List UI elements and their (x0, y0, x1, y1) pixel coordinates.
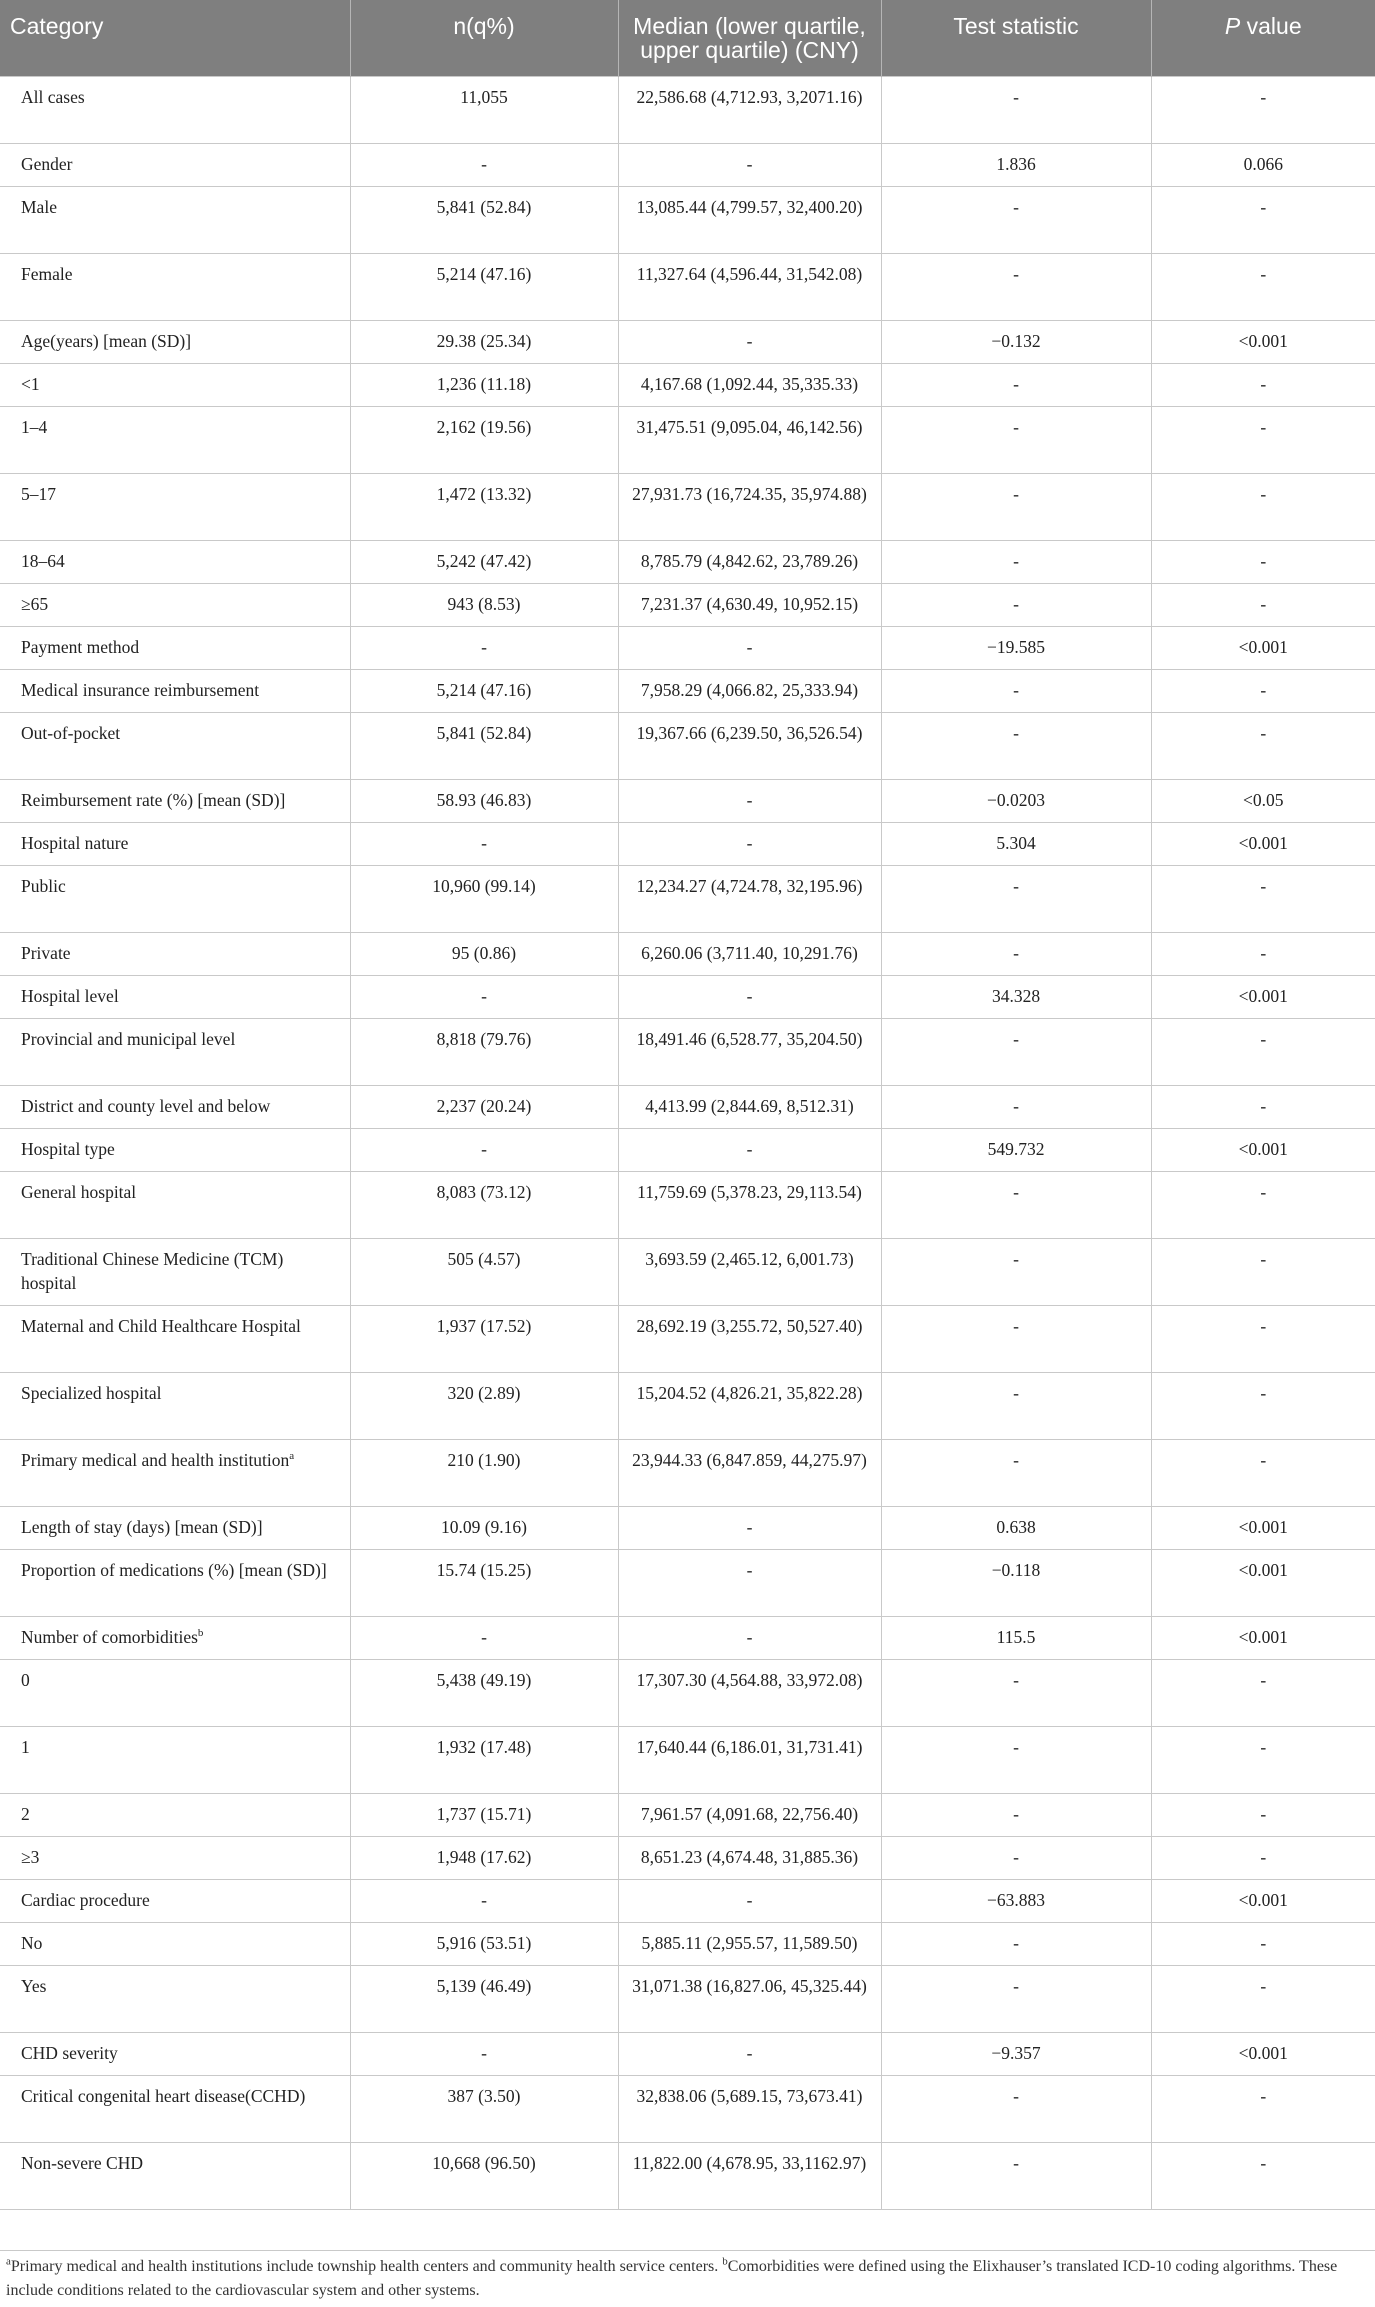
cell-n: 15.74 (15.25) (350, 1549, 618, 1616)
header-p-rest: value (1240, 13, 1302, 39)
cell-test-statistic: - (881, 473, 1151, 540)
cell-n: 8,818 (79.76) (350, 1018, 618, 1085)
cell-p-value: - (1151, 1085, 1375, 1128)
table-row (0, 712, 1375, 779)
cell-p-value: <0.001 (1151, 2032, 1375, 2075)
cell-n: 1,937 (17.52) (350, 1305, 618, 1372)
cell-n: 1,737 (15.71) (350, 1793, 618, 1836)
cell-test-statistic: - (881, 1836, 1151, 1879)
cell-n: 387 (3.50) (350, 2075, 618, 2142)
table-row (0, 1836, 1375, 1879)
cell-p-value: - (1151, 253, 1375, 320)
cell-median: - (618, 2032, 881, 2075)
cell-n: 29.38 (25.34) (350, 320, 618, 363)
cell-median: 11,327.64 (4,596.44, 31,542.08) (618, 253, 881, 320)
cell-n: 505 (4.57) (350, 1238, 618, 1305)
cell-category: Cardiac procedure (0, 1879, 350, 1922)
table-row (0, 2142, 1375, 2209)
cell-median: 6,260.06 (3,711.40, 10,291.76) (618, 932, 881, 975)
cell-median: - (618, 1506, 881, 1549)
cell-n: 5,841 (52.84) (350, 712, 618, 779)
cell-category: CHD severity (0, 2032, 350, 2075)
cell-p-value: <0.001 (1151, 320, 1375, 363)
cell-test-statistic: - (881, 1659, 1151, 1726)
cell-p-value: - (1151, 583, 1375, 626)
cell-n: 5,214 (47.16) (350, 669, 618, 712)
cell-n: - (350, 2032, 618, 2075)
cell-median: 5,885.11 (2,955.57, 11,589.50) (618, 1922, 881, 1965)
cell-p-value: - (1151, 1836, 1375, 1879)
cell-n: - (350, 822, 618, 865)
cell-p-value: - (1151, 186, 1375, 253)
cell-median: - (618, 1549, 881, 1616)
table-footnote (0, 2250, 1375, 2307)
cell-category: Hospital level (0, 975, 350, 1018)
cell-category: Private (0, 932, 350, 975)
cell-p-value: <0.05 (1151, 779, 1375, 822)
cell-p-value: - (1151, 669, 1375, 712)
cell-test-statistic: - (881, 1965, 1151, 2032)
cell-median: - (618, 320, 881, 363)
cell-test-statistic: - (881, 186, 1151, 253)
cell-category: Length of stay (days) [mean (SD)] (0, 1506, 350, 1549)
cell-test-statistic: - (881, 363, 1151, 406)
cell-test-statistic: −0.132 (881, 320, 1151, 363)
cell-p-value: <0.001 (1151, 1128, 1375, 1171)
cell-n: 5,916 (53.51) (350, 1922, 618, 1965)
cell-category: ≥3 (0, 1836, 350, 1879)
cell-median: 31,071.38 (16,827.06, 45,325.44) (618, 1965, 881, 2032)
cell-p-value: - (1151, 1372, 1375, 1439)
cell-test-statistic: - (881, 1238, 1151, 1305)
cell-n: 5,139 (46.49) (350, 1965, 618, 2032)
table-row (0, 473, 1375, 540)
cell-p-value: - (1151, 1793, 1375, 1836)
cell-median: - (618, 626, 881, 669)
table-row (0, 932, 1375, 975)
cell-test-statistic: - (881, 1305, 1151, 1372)
footnote-b-text: Comorbidities were defined using the Elixhauser’s translated ICD-10 coding algorithms. These include conditions related to the cardiovascular system and other systems. (6, 2258, 1338, 2299)
cell-n: 5,841 (52.84) (350, 186, 618, 253)
cell-test-statistic: - (881, 1922, 1151, 1965)
cell-category: Medical insurance reimbursement (0, 669, 350, 712)
table-row (0, 1965, 1375, 2032)
cell-category: 1 (0, 1726, 350, 1793)
cell-category: Age(years) [mean (SD)] (0, 320, 350, 363)
cell-p-value: <0.001 (1151, 1616, 1375, 1659)
cell-median: 32,838.06 (5,689.15, 73,673.41) (618, 2075, 881, 2142)
cell-category: Traditional Chinese Medicine (TCM) hospital (0, 1238, 350, 1305)
cell-category: Non-severe CHD (0, 2142, 350, 2209)
cell-test-statistic: - (881, 1171, 1151, 1238)
cell-category: Public (0, 865, 350, 932)
cell-category: All cases (0, 76, 350, 143)
table-row (0, 779, 1375, 822)
footnote-b-mark: b (722, 2255, 728, 2268)
cell-category: Gender (0, 143, 350, 186)
cell-test-statistic: - (881, 583, 1151, 626)
cell-p-value: - (1151, 1965, 1375, 2032)
table-row (0, 1018, 1375, 1085)
header-median: Median (lower quartile, upper quartile) (CNY) (618, 0, 881, 76)
cell-test-statistic: - (881, 1372, 1151, 1439)
cell-median: 23,944.33 (6,847.859, 44,275.97) (618, 1439, 881, 1506)
cell-median: - (618, 1616, 881, 1659)
cell-n: 1,932 (17.48) (350, 1726, 618, 1793)
cell-test-statistic: 0.638 (881, 1506, 1151, 1549)
cell-median: 18,491.46 (6,528.77, 35,204.50) (618, 1018, 881, 1085)
cell-category-text: Primary medical and health institution (21, 1449, 290, 1470)
cell-category: General hospital (0, 1171, 350, 1238)
cell-category: 5–17 (0, 473, 350, 540)
cell-p-value: - (1151, 2142, 1375, 2209)
cell-category: Maternal and Child Healthcare Hospital (0, 1305, 350, 1372)
cell-test-statistic: −0.0203 (881, 779, 1151, 822)
cell-test-statistic: - (881, 1793, 1151, 1836)
cell-n: - (350, 1128, 618, 1171)
cell-category: Proportion of medications (%) [mean (SD)] (0, 1549, 350, 1616)
cell-test-statistic: - (881, 712, 1151, 779)
header-n: n(q%) (350, 0, 618, 76)
cell-test-statistic: - (881, 253, 1151, 320)
table-row (0, 2032, 1375, 2075)
cell-median: 12,234.27 (4,724.78, 32,195.96) (618, 865, 881, 932)
footnote-a-text: Primary medical and health institutions include township health centers and community health service centers. (10, 2258, 723, 2275)
cell-test-statistic: 115.5 (881, 1616, 1151, 1659)
cell-test-statistic: −9.357 (881, 2032, 1151, 2075)
cell-median: 28,692.19 (3,255.72, 50,527.40) (618, 1305, 881, 1372)
table-row (0, 822, 1375, 865)
cell-p-value: - (1151, 76, 1375, 143)
table-row (0, 320, 1375, 363)
cell-median: - (618, 1879, 881, 1922)
cell-n: 5,214 (47.16) (350, 253, 618, 320)
table-body (0, 76, 1375, 2209)
cell-category-text: Number of comorbidities (21, 1626, 198, 1647)
cell-p-value: - (1151, 1171, 1375, 1238)
cell-category: Out-of-pocket (0, 712, 350, 779)
cell-median: 8,785.79 (4,842.62, 23,789.26) (618, 540, 881, 583)
cell-n: 210 (1.90) (350, 1439, 618, 1506)
cell-p-value: <0.001 (1151, 822, 1375, 865)
cell-category: Provincial and municipal level (0, 1018, 350, 1085)
cell-median: - (618, 975, 881, 1018)
cell-median: 15,204.52 (4,826.21, 35,822.28) (618, 1372, 881, 1439)
cell-median: 17,640.44 (6,186.01, 31,731.41) (618, 1726, 881, 1793)
cell-median: 7,231.37 (4,630.49, 10,952.15) (618, 583, 881, 626)
cell-category: 0 (0, 1659, 350, 1726)
cell-p-value: - (1151, 1238, 1375, 1305)
cell-median: - (618, 822, 881, 865)
cell-median: 7,958.29 (4,066.82, 25,333.94) (618, 669, 881, 712)
table-row (0, 1922, 1375, 1965)
table-row (0, 583, 1375, 626)
footnote-a-mark: a (6, 2255, 11, 2268)
cell-p-value: <0.001 (1151, 975, 1375, 1018)
footnote-marker: b (197, 1626, 204, 1639)
cell-test-statistic: - (881, 2142, 1151, 2209)
table-row (0, 1372, 1375, 1439)
cell-test-statistic: - (881, 669, 1151, 712)
cell-p-value: <0.001 (1151, 1506, 1375, 1549)
cell-n: 10.09 (9.16) (350, 1506, 618, 1549)
table-row (0, 363, 1375, 406)
cell-test-statistic: - (881, 2075, 1151, 2142)
cell-test-statistic: 34.328 (881, 975, 1151, 1018)
table-row (0, 143, 1375, 186)
cell-category: Female (0, 253, 350, 320)
table-row (0, 186, 1375, 253)
cell-test-statistic: 1.836 (881, 143, 1151, 186)
header-p-value (1151, 0, 1375, 76)
table-row (0, 1726, 1375, 1793)
cell-category: Reimbursement rate (%) [mean (SD)] (0, 779, 350, 822)
cell-category: No (0, 1922, 350, 1965)
table-row (0, 1238, 1375, 1305)
cell-p-value: - (1151, 932, 1375, 975)
cell-median: 13,085.44 (4,799.57, 32,400.20) (618, 186, 881, 253)
table-row (0, 1793, 1375, 1836)
cell-test-statistic: 549.732 (881, 1128, 1151, 1171)
cell-median: - (618, 143, 881, 186)
cell-p-value: - (1151, 1922, 1375, 1965)
table-row (0, 1549, 1375, 1616)
cell-category: 1–4 (0, 406, 350, 473)
cell-median: 19,367.66 (6,239.50, 36,526.54) (618, 712, 881, 779)
cell-test-statistic: - (881, 540, 1151, 583)
table-row (0, 1305, 1375, 1372)
table-row (0, 1128, 1375, 1171)
table-row (0, 253, 1375, 320)
cell-category: Yes (0, 1965, 350, 2032)
cell-test-statistic: - (881, 1439, 1151, 1506)
table-row (0, 865, 1375, 932)
cell-n: 2,162 (19.56) (350, 406, 618, 473)
cell-test-statistic: −63.883 (881, 1879, 1151, 1922)
cell-median: 17,307.30 (4,564.88, 33,972.08) (618, 1659, 881, 1726)
cell-median: - (618, 779, 881, 822)
cell-p-value: - (1151, 473, 1375, 540)
cell-category: Hospital type (0, 1128, 350, 1171)
cell-test-statistic: −19.585 (881, 626, 1151, 669)
cell-category (0, 1439, 350, 1506)
cell-p-value: <0.001 (1151, 626, 1375, 669)
cell-median: 11,822.00 (4,678.95, 33,1162.97) (618, 2142, 881, 2209)
cell-n: 10,960 (99.14) (350, 865, 618, 932)
cell-test-statistic: - (881, 865, 1151, 932)
table-row (0, 540, 1375, 583)
cell-test-statistic: - (881, 76, 1151, 143)
cell-p-value: <0.001 (1151, 1879, 1375, 1922)
cell-n: 8,083 (73.12) (350, 1171, 618, 1238)
cell-median: 4,167.68 (1,092.44, 35,335.33) (618, 363, 881, 406)
table-row (0, 406, 1375, 473)
cell-p-value: - (1151, 712, 1375, 779)
header-test-statistic: Test statistic (881, 0, 1151, 76)
cell-category (0, 1616, 350, 1659)
cell-category: Hospital nature (0, 822, 350, 865)
table-row (0, 626, 1375, 669)
cell-n: 1,948 (17.62) (350, 1836, 618, 1879)
table-row (0, 2075, 1375, 2142)
cell-n: 58.93 (46.83) (350, 779, 618, 822)
cell-n: 95 (0.86) (350, 932, 618, 975)
cell-median: 3,693.59 (2,465.12, 6,001.73) (618, 1238, 881, 1305)
cell-n: 943 (8.53) (350, 583, 618, 626)
header-p-italic: P (1224, 13, 1241, 39)
cell-test-statistic: 5.304 (881, 822, 1151, 865)
cell-p-value: - (1151, 1659, 1375, 1726)
cell-p-value: - (1151, 865, 1375, 932)
cell-n: - (350, 626, 618, 669)
cell-test-statistic: - (881, 1018, 1151, 1085)
cell-n: 10,668 (96.50) (350, 2142, 618, 2209)
cell-median: 7,961.57 (4,091.68, 22,756.40) (618, 1793, 881, 1836)
cell-n: - (350, 1616, 618, 1659)
cell-category: 2 (0, 1793, 350, 1836)
cell-p-value: <0.001 (1151, 1549, 1375, 1616)
cell-median: 11,759.69 (5,378.23, 29,113.54) (618, 1171, 881, 1238)
cell-p-value: - (1151, 2075, 1375, 2142)
table-row (0, 975, 1375, 1018)
cell-median: 22,586.68 (4,712.93, 3,2071.16) (618, 76, 881, 143)
table-header (0, 0, 1375, 76)
footnote-marker: a (289, 1449, 295, 1462)
header-row (0, 0, 1375, 76)
table-row (0, 669, 1375, 712)
cell-category: Male (0, 186, 350, 253)
cell-n: 1,236 (11.18) (350, 363, 618, 406)
cell-category: 18–64 (0, 540, 350, 583)
cell-n: - (350, 975, 618, 1018)
cell-n: 5,438 (49.19) (350, 1659, 618, 1726)
cell-p-value: 0.066 (1151, 143, 1375, 186)
cell-p-value: - (1151, 1018, 1375, 1085)
cell-category: District and county level and below (0, 1085, 350, 1128)
cell-test-statistic: - (881, 406, 1151, 473)
cell-n: 5,242 (47.42) (350, 540, 618, 583)
cell-n: 2,237 (20.24) (350, 1085, 618, 1128)
cell-median: - (618, 1128, 881, 1171)
cell-median: 4,413.99 (2,844.69, 8,512.31) (618, 1085, 881, 1128)
cell-category: <1 (0, 363, 350, 406)
cell-median: 8,651.23 (4,674.48, 31,885.36) (618, 1836, 881, 1879)
cell-p-value: - (1151, 1439, 1375, 1506)
table-row (0, 1171, 1375, 1238)
cell-p-value: - (1151, 406, 1375, 473)
header-category: Category (0, 0, 350, 76)
cell-category: Payment method (0, 626, 350, 669)
table-row (0, 76, 1375, 143)
cell-p-value: - (1151, 540, 1375, 583)
cell-test-statistic: - (881, 1726, 1151, 1793)
table-row (0, 1506, 1375, 1549)
cell-n: 320 (2.89) (350, 1372, 618, 1439)
table-row (0, 1085, 1375, 1128)
cell-category: Specialized hospital (0, 1372, 350, 1439)
cell-n: - (350, 1879, 618, 1922)
cell-category: ≥65 (0, 583, 350, 626)
cell-median: 31,475.51 (9,095.04, 46,142.56) (618, 406, 881, 473)
cell-test-statistic: - (881, 932, 1151, 975)
table-row (0, 1439, 1375, 1506)
table-row (0, 1879, 1375, 1922)
cell-test-statistic: - (881, 1085, 1151, 1128)
cell-p-value: - (1151, 363, 1375, 406)
cell-p-value: - (1151, 1726, 1375, 1793)
cell-n: 1,472 (13.32) (350, 473, 618, 540)
cell-n: 11,055 (350, 76, 618, 143)
cell-n: - (350, 143, 618, 186)
cell-p-value: - (1151, 1305, 1375, 1372)
table-row (0, 1659, 1375, 1726)
cell-category: Critical congenital heart disease(CCHD) (0, 2075, 350, 2142)
cell-median: 27,931.73 (16,724.35, 35,974.88) (618, 473, 881, 540)
cell-test-statistic: −0.118 (881, 1549, 1151, 1616)
table-row (0, 1616, 1375, 1659)
